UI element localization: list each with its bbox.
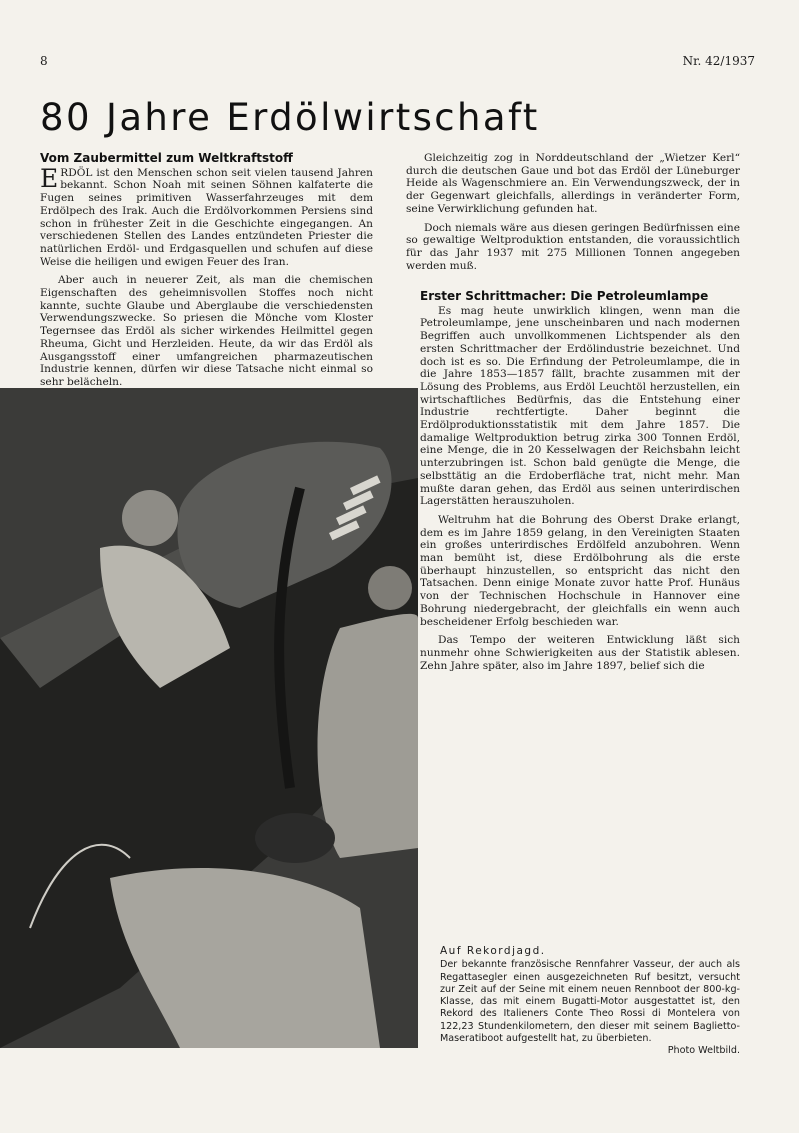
right-column-top [406,152,740,278]
section-heading-1: Vom Zaubermittel zum Weltkraftstoff [40,151,293,165]
drop-cap: E [40,163,59,193]
photo-race-boat [0,388,418,1048]
article-title: 80 Jahre Erdölwirtschaft [40,96,540,139]
section-heading-2: Erster Schrittmacher: Die Petroleumlampe [420,289,709,303]
photo-credit: Photo Weltbild. [667,1045,740,1057]
paragraph: Es mag heute unwirklich klingen, wenn man die Petroleumlampe, jene unscheinbaren und nach modernen Begriffen auch unvollkommenen Lichtspender als den ersten Schrittmacher der Erdölindustrie bezeichnet. Und doch ist es so. Die Erfindung der Petroleumlampe, die in die Jahre 1853—1857 fällt, brachte zusammen mit der Lösung des Problems, aus Erdöl Leuchtöl herzustellen, ein wirtschaftliches Bedürfnis, das die Entstehung einer Industrie rechtfertigte. Daher beginnt die Erdölproduktionsstatistik mit dem Jahre 1857. Die damalige Weltproduktion betrug zirka 300 Tonnen Erdöl, eine Menge, die in 20 Kesselwagen der Reichsbahn leicht unterzubringen ist. Schon bald genügte die Menge, die selbsttätig an die Erdoberfläche trat, nicht mehr. Man mußte daran gehen, das Erdöl aus seinen unterirdischen Lagerstätten herauszuholen. [420,304,740,508]
issue-number: Nr. 42/1937 [682,54,755,68]
right-column-bottom [420,290,740,678]
paragraph: Doch niemals wäre aus diesen geringen Bedürfnissen eine so gewaltige Weltproduktion entstanden, die voraussichtlich für das Jahr 1937 mit 275 Millionen Tonnen angegeben werden muß. [406,221,740,272]
caption-title: Auf Rekordjagd. [440,945,546,957]
photo-caption [440,945,740,1058]
paragraph: Das Tempo der weiteren Entwicklung läßt sich nunmehr ohne Schwierigkeiten aus der Statistik ablesen. Zehn Jahre später, also im Jahre 1897, belief sich die [420,634,740,672]
paragraph: Gleichzeitig zog in Norddeutschland der „Wietzer Kerl“ durch die deutschen Gaue und bot das Erdöl der Lüneburger Heide als Wagenschmiere an. Ein Verwendungszweck, der in der Gegenwart gleichfalls, allerdings in veränderter Form, seine Verwirklichung gefunden hat. [406,152,740,215]
paragraph-text: RDÖL ist den Menschen schon seit vielen tausend Jahren bekannt. Schon Noah mit seinen Söhnen kalfaterte die Fugen seines primitiven Wasserfahrzeuges mit dem Erdölpech des Irak. Auch die Erdölvorkommen Persiens sind schon in frühester Zeit in die Geschichte eingegangen. An verschiedenen Stellen des Landes entzündeten Priester die natürlichen Erdöl- und Erdgasquellen und schufen auf diese Weise die heiligen und ewigen Feuer des Iran. [40,166,373,268]
paragraph [40,163,373,269]
left-column [40,152,373,395]
page-number: 8 [40,54,48,68]
paragraph: Weltruhm hat die Bohrung des Oberst Drake erlangt, dem es im Jahre 1859 gelang, in den Vereinigten Staaten ein großes unterirdisches Erdölfeld anzubohren. Wenn man bemüht ist, diese Erdölbohrung als die erste überhaupt hinzustellen, so entspricht das nicht den Tatsachen. Denn einige Monate zuvor hatte Prof. Hunäus von der Technischen Hochschule in Hannover eine Bohrung niedergebracht, der gleichfalls ein wenn auch bescheidener Erfolg beschieden war. [420,513,740,628]
caption-text: Der bekannte französische Rennfahrer Vasseur, der auch als Regattasegler einen ausgezeichneten Ruf besitzt, versucht zur Zeit auf der Seine mit einem neuen Rennboot der 800-kg-Klasse, das mit einem Bugatti-Motor ausgestattet ist, den Rekord des Italieners Conte Theo Rossi di Montelera von 122,23 Stundenkilometern, den dieser mit seinem Baglietto-Maseratiboot aufgestellt hat, zu überbieten. [440,959,740,1045]
paragraph: Aber auch in neuerer Zeit, als man die chemischen Eigenschaften des geheimnisvollen Stoffes noch nicht kannte, suchte Glaube und Aberglaube die verschiedensten Verwendungszwecke. So priesen die Mönche vom Kloster Tegernsee das Erdöl als sicher wirkendes Heilmittel gegen Rheuma, Gicht und Herzleiden. Heute, da wir das Erdöl als Ausgangsstoff einer umfangreichen pharmazeutischen Industrie kennen, dürfen wir diese Tatsache nicht einmal so sehr belächeln. [40,274,373,388]
